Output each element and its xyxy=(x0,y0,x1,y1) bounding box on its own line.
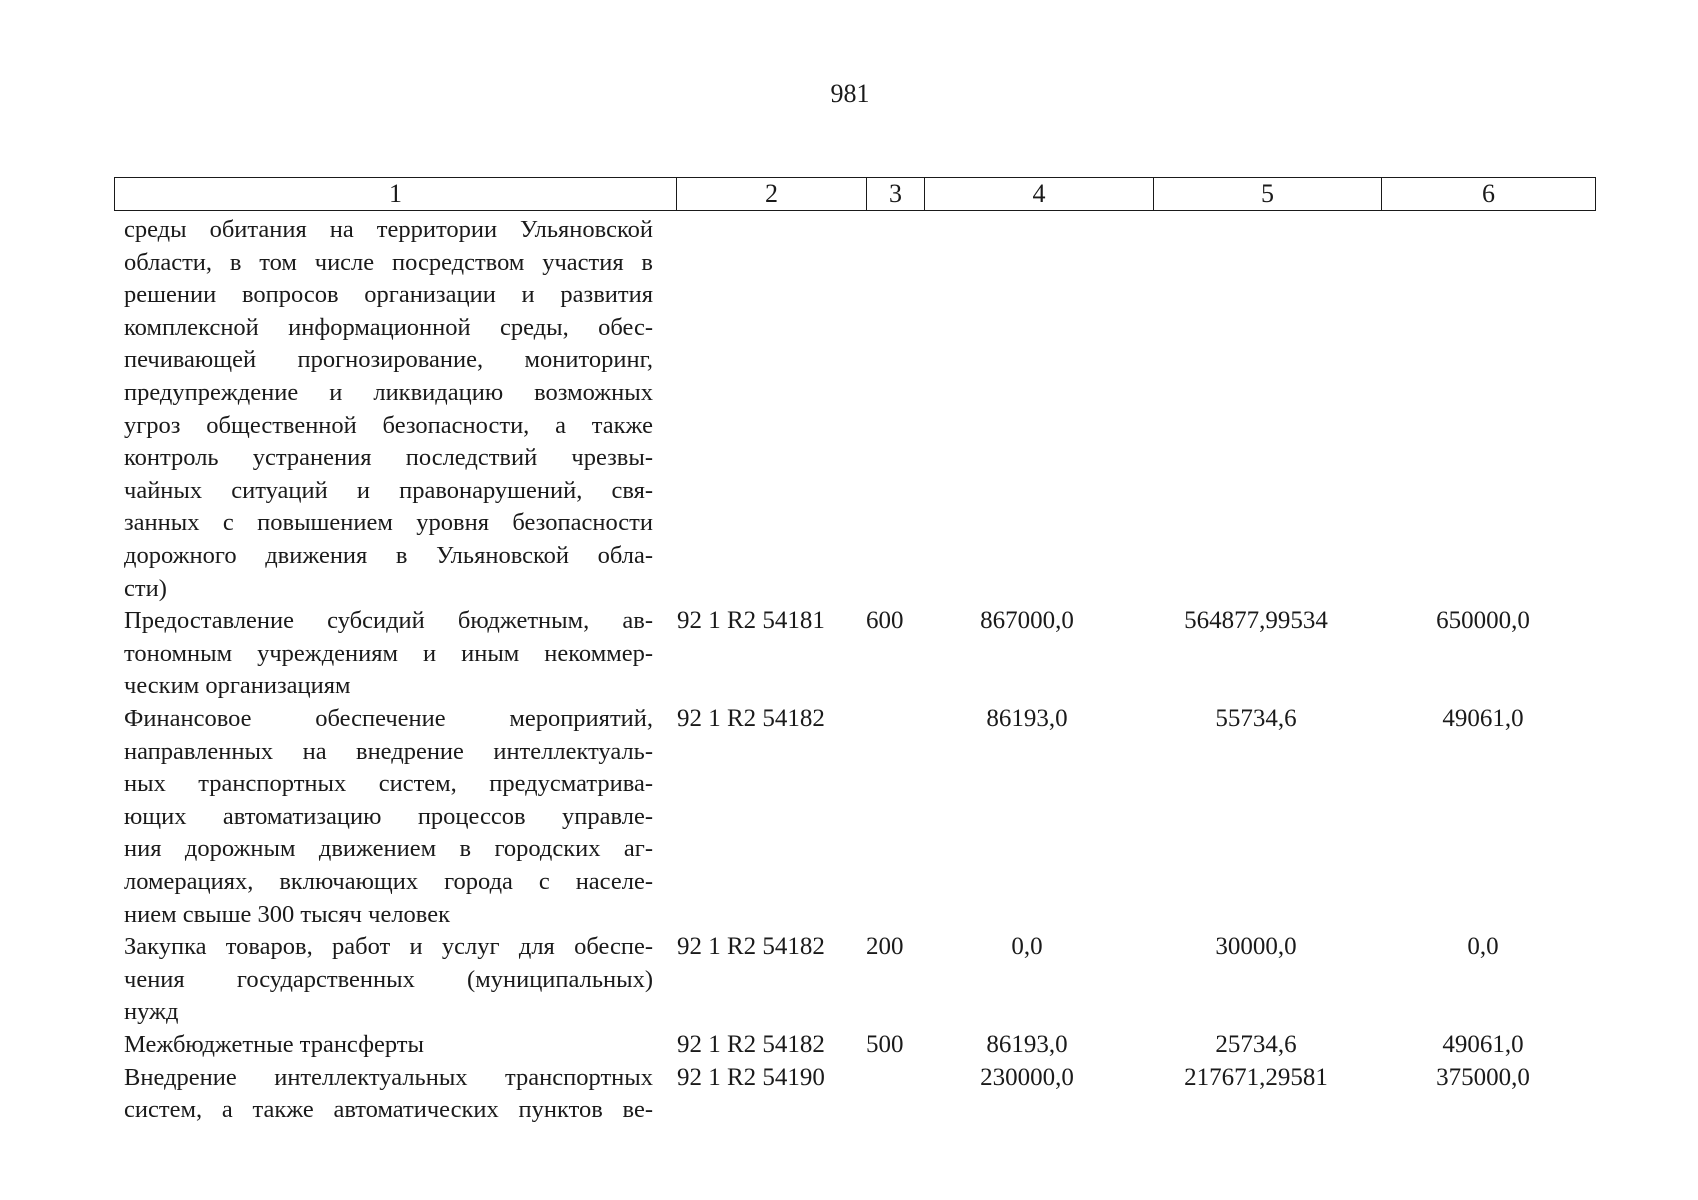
row-value-col6: 650000,0 xyxy=(1436,607,1530,635)
description-line: чения государственных (муниципальных) xyxy=(124,965,653,993)
description-line: печивающей прогнозирование, мониторинг, xyxy=(124,346,653,374)
row-value-col4: 0,0 xyxy=(1011,933,1043,961)
row-target-code: 92 1 R2 54182 xyxy=(677,1030,825,1058)
row-description xyxy=(124,703,653,931)
description-line: комплексной информационной среды, обес- xyxy=(124,313,653,341)
row-description xyxy=(124,1062,653,1127)
table-row xyxy=(0,1062,1698,1127)
row-expense-type: 500 xyxy=(866,1030,904,1058)
description-line: предупреждение и ликвидацию возможных xyxy=(124,378,653,406)
column-header-4: 4 xyxy=(925,178,1154,211)
table-row xyxy=(0,605,1698,703)
row-expense-type: 600 xyxy=(866,607,904,635)
row-value-col4: 86193,0 xyxy=(986,1030,1068,1058)
row-description xyxy=(124,1029,653,1062)
description-line: решении вопросов организации и развития xyxy=(124,281,653,309)
row-value-col6: 375000,0 xyxy=(1436,1063,1530,1091)
column-header-3: 3 xyxy=(867,178,925,211)
column-header-table xyxy=(114,177,1596,211)
description-line: угроз общественной безопасности, а также xyxy=(124,411,653,439)
description-line: Межбюджетные трансферты xyxy=(124,1030,424,1058)
description-line: ных транспортных систем, предусматрива- xyxy=(124,770,653,798)
description-line: тономным учреждениям и иным некоммер- xyxy=(124,639,653,667)
table-row xyxy=(0,1029,1698,1062)
row-target-code: 92 1 R2 54190 xyxy=(677,1063,825,1091)
column-header-1: 1 xyxy=(115,178,677,211)
row-value-col5: 217671,29581 xyxy=(1184,1063,1328,1091)
row-target-code: 92 1 R2 54182 xyxy=(677,704,825,732)
table-row xyxy=(0,931,1698,1029)
description-line: среды обитания на территории Ульяновской xyxy=(124,216,653,243)
row-value-col5: 25734,6 xyxy=(1215,1030,1297,1058)
description-line: дорожного движения в Ульяновской обла- xyxy=(124,541,653,569)
row-value-col4: 230000,0 xyxy=(980,1063,1074,1091)
row-value-col4: 867000,0 xyxy=(980,607,1074,635)
description-line: Внедрение интеллектуальных транспортных xyxy=(124,1063,653,1091)
row-value-col5: 55734,6 xyxy=(1215,704,1297,732)
description-line: направленных на внедрение интеллектуаль- xyxy=(124,737,653,765)
column-header-row xyxy=(115,178,1596,211)
table-row xyxy=(0,214,1698,605)
page-number: 981 xyxy=(830,79,870,108)
description-line: систем, а также автоматических пунктов ве- xyxy=(124,1096,653,1124)
row-expense-type: 200 xyxy=(866,933,904,961)
table-row xyxy=(0,703,1698,931)
row-description xyxy=(124,605,653,703)
row-description xyxy=(124,931,653,1029)
row-target-code: 92 1 R2 54181 xyxy=(677,607,825,635)
row-value-col6: 0,0 xyxy=(1467,933,1499,961)
description-line: ческим организациям xyxy=(124,672,351,700)
description-line: Финансовое обеспечение мероприятий, xyxy=(124,704,653,732)
description-line: ломерациях, включающих города с населе- xyxy=(124,867,653,895)
row-value-col6: 49061,0 xyxy=(1442,1030,1524,1058)
row-value-col5: 564877,99534 xyxy=(1184,607,1328,635)
description-line: нужд xyxy=(124,998,179,1026)
description-line: области, в том числе посредством участия в xyxy=(124,248,653,276)
description-line: контроль устранения последствий чрезвы- xyxy=(124,444,653,472)
description-line: сти) xyxy=(124,574,167,602)
column-header-6: 6 xyxy=(1382,178,1596,211)
description-line: Предоставление субсидий бюджетным, ав- xyxy=(124,607,653,635)
description-line: нием свыше 300 тысяч человек xyxy=(124,900,451,928)
row-value-col5: 30000,0 xyxy=(1215,933,1297,961)
description-line: чайных ситуаций и правонарушений, свя- xyxy=(124,476,653,504)
budget-table-body xyxy=(0,214,1698,1127)
description-line: ющих автоматизацию процессов управле- xyxy=(124,802,653,830)
column-header-5: 5 xyxy=(1154,178,1382,211)
column-header-2: 2 xyxy=(677,178,867,211)
description-line: Закупка товаров, работ и услуг для обеспе- xyxy=(124,933,653,961)
row-value-col6: 49061,0 xyxy=(1442,704,1524,732)
row-target-code: 92 1 R2 54182 xyxy=(677,933,825,961)
row-value-col4: 86193,0 xyxy=(986,704,1068,732)
description-line: ния дорожным движением в городских аг- xyxy=(124,835,653,863)
description-line: занных с повышением уровня безопасности xyxy=(124,509,653,537)
row-description xyxy=(124,214,653,605)
